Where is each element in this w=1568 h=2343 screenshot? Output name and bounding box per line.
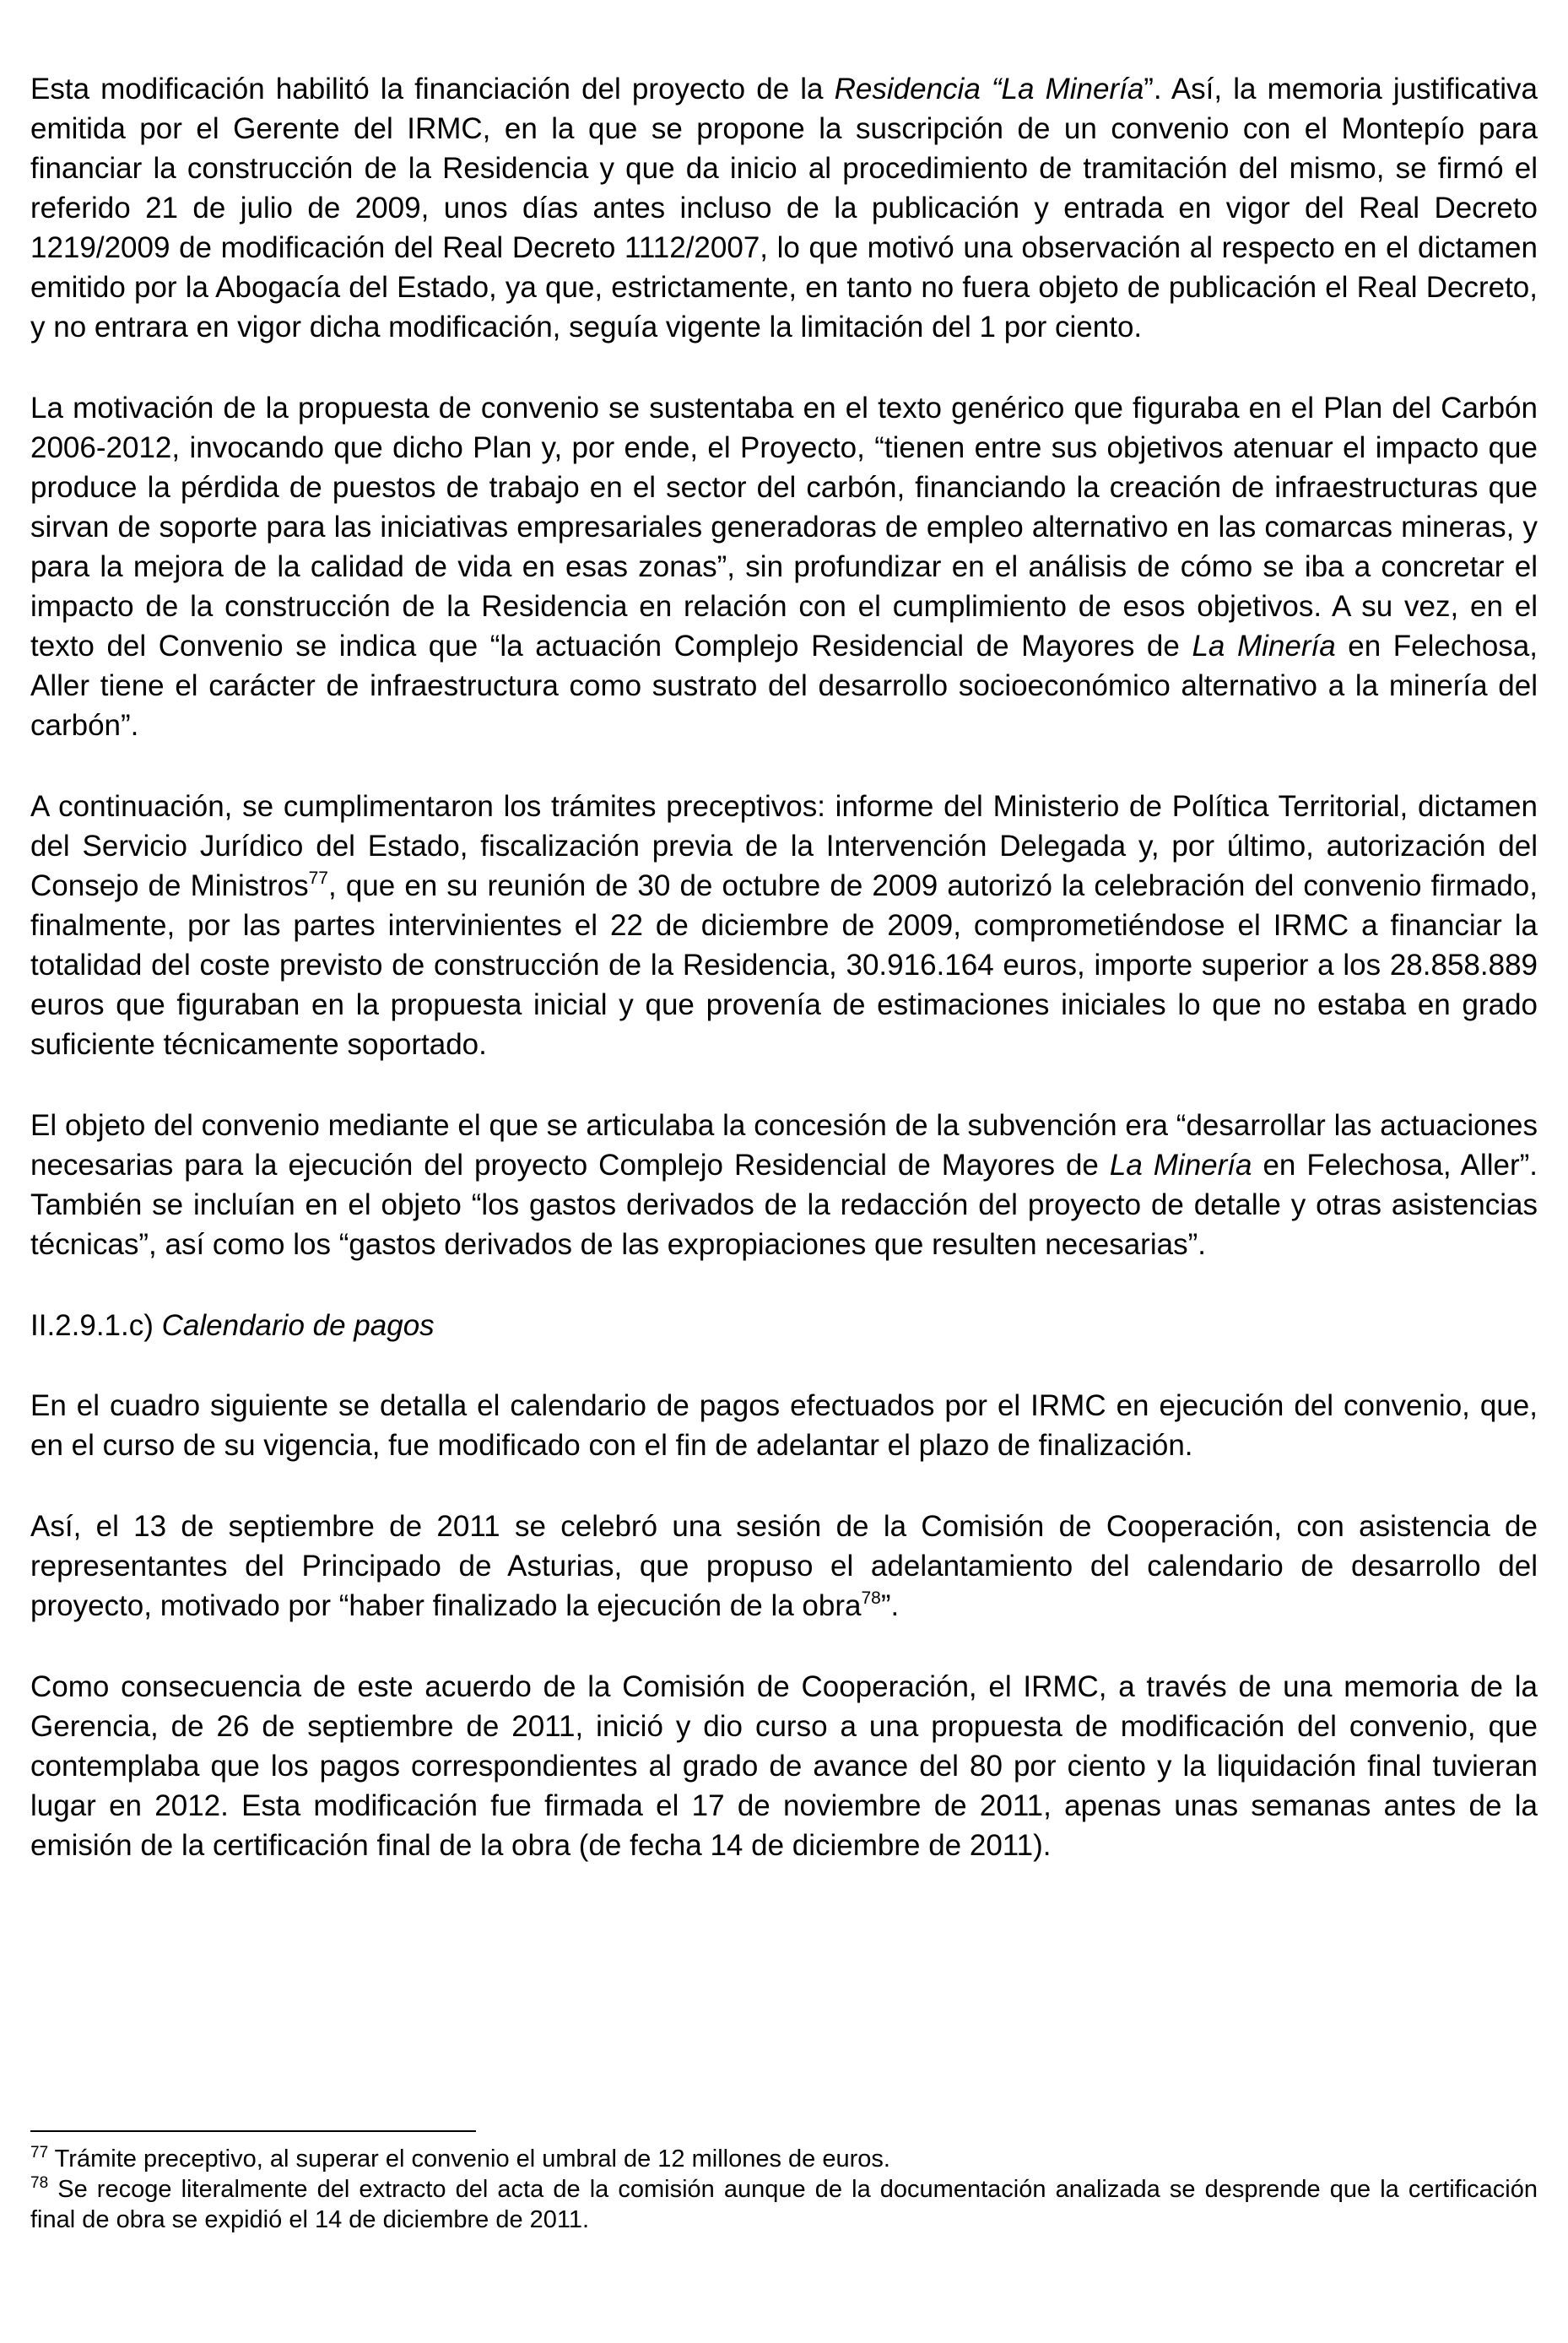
paragraph-3: A continuación, se cumplimentaron los trámites preceptivos: informe del Ministerio de Política Territorial, dictamen del Servicio Jurídico del Estado, fiscalización previa de la Intervención Delegada y, por último, autorización del Consejo de Ministros$^{77}$, que en su reunión de 30 de octubre de 2009 autorizó la celebración del convenio firmado, finalmente, por las partes intervinientes el 22 de diciembre de 2009, comprometiéndose el IRMC a financiar la totalidad del coste previsto de construcción de la Residencia, 30.916.164 euros, importe superior a los 28.858.889 euros que figuraban en la propuesta inicial y que provenía de estimaciones iniciales lo que no estaba en grado suficiente técnicamente soportado. (30, 790, 1538, 1061)
footnote-ref-77[interactable]: 77 (308, 868, 328, 888)
document-body (30, 69, 1538, 1907)
footnote-77: $^{77}$ Trámite preceptivo, al superar el convenio el umbral de 12 millones de euros. (30, 2144, 890, 2173)
footnote-78: $^{78}$ Se recoge literalmente del extracto del acta de la comisión aunque de la documentación analizada se desprende que la certificación final de obra se expidió el 14 de diciembre de 2011. (30, 2174, 1538, 2233)
footnote-number: 77 (30, 2144, 49, 2162)
section-heading (30, 1306, 1538, 1345)
paragraph-2: La motivación de la propuesta de convenio se sustentaba en el texto genérico que figuraba en el Plan del Carbón 2006-2012, invocando que dicho Plan y, por ende, el Proyecto, “tienen entre sus objetivos atenuar el impacto que produce la pérdida de puestos de trabajo en el sector del carbón, financiando la creación de infraestructuras que sirvan de soporte para las iniciativas empresariales generadoras de empleo alternativo en las comarcas mineras, y para la mejora de la calidad de vida en esas zonas”, sin profundizar en el análisis de cómo se iba a concretar el impacto de la construcción de la Residencia en relación con el cumplimiento de esos objetivos. A su vez, en el texto del Convenio se indica que “la actuación Complejo Residencial de Mayores de La Minería en Felechosa, Aller tiene el carácter de infraestructura como sustrato del desarrollo socioeconómico alternativo a la minería del carbón”. (30, 392, 1538, 742)
paragraph-7: Como consecuencia de este acuerdo de la Comisión de Cooperación, el IRMC, a través de una memoria de la Gerencia, de 26 de septiembre de 2011, inició y dio curso a una propuesta de modificación del convenio, que contemplaba que los pagos correspondientes al grado de avance del 80 por ciento y la liquidación final tuvieran lugar en 2012. Esta modificación fue firmada el 17 de noviembre de 2011, apenas unas semanas antes de la emisión de la certificación final de la obra (de fecha 14 de diciembre de 2011). (30, 1670, 1538, 1862)
paragraph-6: Así, el 13 de septiembre de 2011 se celebró una sesión de la Comisión de Cooperación, con asistencia de representantes del Principado de Asturias, que propuso el adelantamiento del calendario de desarrollo del proyecto, motivado por “haber finalizado la ejecución de la obra$^{78}$”. (30, 1510, 1538, 1622)
footnotes (30, 2144, 1538, 2235)
paragraph-4: El objeto del convenio mediante el que se articulaba la concesión de la subvención era “desarrollar las actuaciones necesarias para la ejecución del proyecto Complejo Residencial de Mayores de La Minería en Felechosa, Aller”. También se incluían en el objeto “los gastos derivados de la redacción del proyecto de detalle y otras asistencias técnicas”, así como los “gastos derivados de las expropiaciones que resulten necesarias”. (30, 1109, 1538, 1261)
footnote-ref-78[interactable]: 78 (861, 1588, 881, 1608)
section-number: II.2.9.1.c) (30, 1309, 154, 1342)
paragraph-5: En el cuadro siguiente se detalla el calendario de pagos efectuados por el IRMC en ejecución del convenio, que, en el curso de su vigencia, fue modificado con el fin de adelantar el plazo de finalización. (30, 1389, 1538, 1462)
footnote-number: 78 (30, 2174, 49, 2192)
section-title: Calendario de pagos (161, 1309, 435, 1342)
paragraph-1: Esta modificación habilitó la financiación del proyecto de la Residencia “La Minería”. Así, la memoria justificativa emitida por el Gerente del IRMC, en la que se propone la suscripción de un convenio con el Montepío para financiar la construcción de la Residencia y que da inicio al procedimiento de tramitación del mismo, se firmó el referido 21 de julio de 2009, unos días antes incluso de la publicación y entrada en vigor del Real Decreto 1219/2009 de modificación del Real Decreto 1112/2007, lo que motivó una observación al respecto en el dictamen emitido por la Abogacía del Estado, ya que, estrictamente, en tanto no fuera objeto de publicación el Real Decreto, y no entrara en vigor dicha modificación, seguía vigente la limitación del 1 por ciento. (30, 73, 1538, 344)
footnote-separator (30, 2130, 476, 2132)
